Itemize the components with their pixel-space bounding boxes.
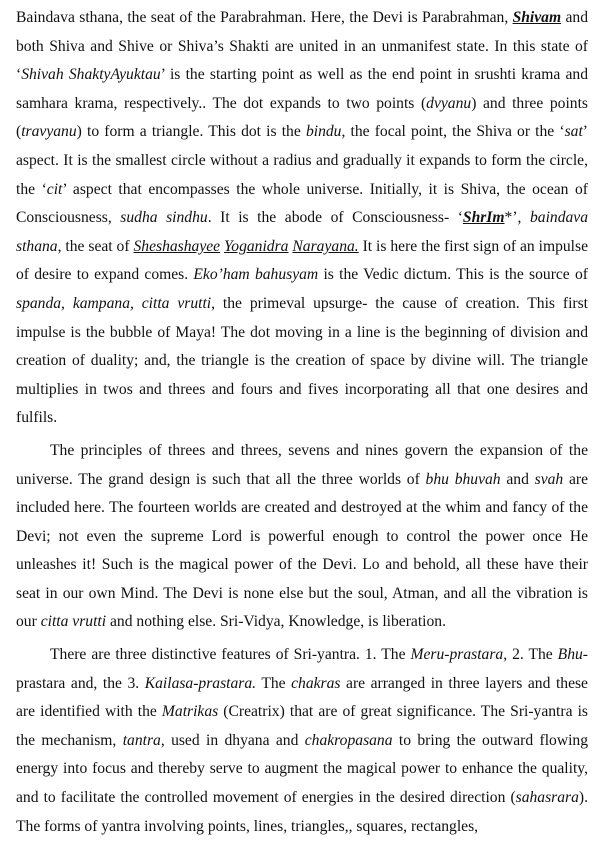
text-run: ) to form a triangle. This dot is the [76,123,306,141]
text-run: and nothing else. Sri-Vidya, Knowledge, is liberation. [106,613,446,631]
term-sudha-sindhu: sudha sindhu [120,209,208,227]
text-run: to bring the outward flowing energy into focus and thereby serve to augment the magical power to enhance the quality, and to facilitate the controlled movement of energies in the desired direction ( [16,731,589,807]
term-spanda-kampana: spanda, kampana, citta vrutti [16,294,212,312]
term-shivah-shaktyayuktau: Shivah ShaktyAyuktau [21,66,161,84]
term-cit: cit [46,180,63,198]
term-yoganidra: Yoganidra [224,237,289,255]
text-run: Baindava sthana, the seat of the Parabrahman. Here, the Devi is Parabrahman, [16,9,513,26]
term-baindava-sthana: baindava sthana [16,209,589,255]
term-citta-vrutti: citta vrutti [40,613,107,631]
paragraph-1 [16,4,588,433]
term-bhu-bhuvah: bhu bhuvah [425,470,501,488]
text-run: , the focal point, the Shiva or the ‘ [341,123,565,141]
text-run: ’ aspect. It is the smallest circle without a radius and gradually it expands to form the circle, the ‘ [16,123,588,198]
term-matrikas: Matrikas [161,703,219,721]
term-bhu: Bhu [557,646,583,664]
text-run: The [256,674,292,692]
text-run: . It is the abode of Consciousness- ‘ [207,209,463,227]
text-run: It is here the first sign of an impulse of desire to expand comes. [16,237,589,284]
text-run: is the Vedic dictum. This is the source of [318,266,588,284]
term-dvyanu: dvyanu [426,94,472,112]
text-run: ’ is the starting point as well as the end point in srushti krama and samhara krama, respectively.. The dot expands to two points ( [16,66,588,112]
text-run: The principles of threes and threes, sevens and nines govern the expansion of the universe. The grand design is such that all the three worlds of [16,441,588,488]
term-tantra: tantra [122,731,161,749]
text-run: , the primeval upsurge- the cause of creation. This first impulse is the bubble of Maya! The dot moving in a line is the beginning of division and creation of duality; and, the triangle is the creation of space by divine will. The triangle multiplies in twos and threes and fours and fives incorporating all that one desires and fulfils. [16,294,588,427]
text-run: ’ aspect that encompasses the whole universe. Initially, it is Shiva, the ocean of Consciousness, [16,180,588,227]
term-travyanu: travyanu [21,123,77,141]
text-run: and [500,470,535,488]
text-run: , 2. The [503,646,558,664]
text-run: , the seat of [57,237,134,255]
term-meru-prastara: Meru-prastara [410,646,504,664]
text-run: are arranged in three layers and these are identified with the [16,674,588,721]
term-narayana: Narayana. [292,237,359,255]
term-shrim: ShrIm [462,209,505,227]
text-run: ) and three points ( [16,94,588,141]
text-run: and both Shiva and Shive or Shiva’s Shakti are united in an unmanifest state. In this state of ‘ [16,9,588,84]
paragraph-2 [16,437,588,637]
term-eko-ham-bahusyam: Eko’ham bahusyam [193,266,319,284]
paragraph-3 [16,641,588,841]
text-run: -prastara and, the 3. [16,646,588,692]
term-sat: sat [564,123,583,141]
text-run: There are three distinctive features of Sri-yantra. 1. The [50,646,411,664]
term-sheshashayee: Sheshashayee [133,237,221,255]
term-svah: svah [534,470,564,488]
term-shivam: Shivam [512,9,562,26]
text-run: (Creatrix) that are of great significance. The Sri-yantra is the mechanism, [16,703,588,749]
term-sahasrara: sahasrara [515,789,579,807]
text-run: are included here. The fourteen worlds are created and destroyed at the whim and fancy of the Devi; not even the supreme Lord is powerful enough to control the power once He unleashes it! Such is the magical power of the Devi. Lo and behold, all these have their seat in our own Mind. The Devi is none else but the soul, Atman, and all the vibration is our [16,470,589,631]
text-run: , used in dhyana and [160,731,305,749]
text-run: ). The forms of yantra involving points, lines, triangles,, squares, rectangles, [16,789,588,835]
term-kailasa-prastara: Kailasa-prastara. [144,674,257,692]
term-chakras: chakras [291,674,341,692]
term-bindu: bindu [305,123,342,141]
text-run: *’, [504,209,530,227]
term-chakropasana: chakropasana [304,731,393,749]
